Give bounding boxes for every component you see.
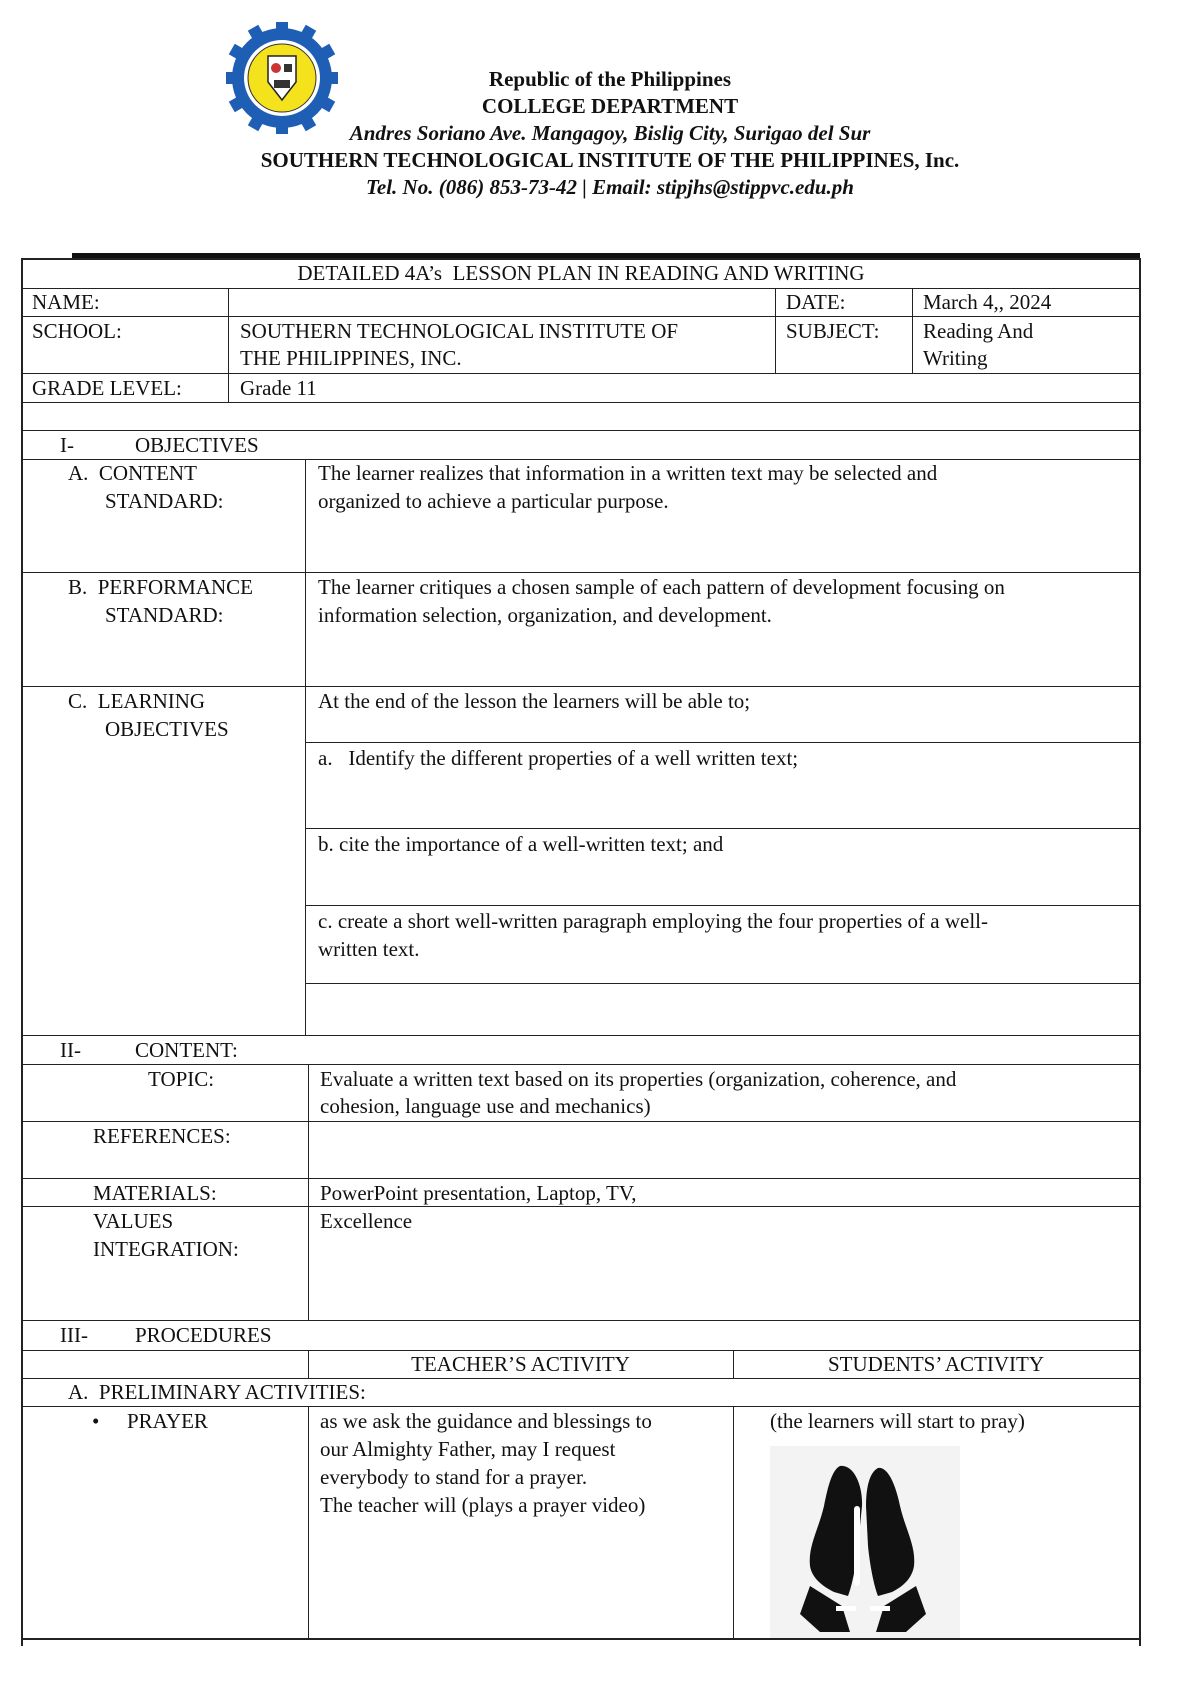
date-value: March 4,, 2024 bbox=[923, 290, 1052, 314]
school-value-line2: THE PHILIPPINES, INC. bbox=[240, 346, 462, 370]
teacher-prayer-line4: The teacher will (plays a prayer video) bbox=[320, 1493, 646, 1517]
references-label: REFERENCES: bbox=[93, 1124, 231, 1148]
teacher-prayer-line1: as we ask the guidance and blessings to bbox=[320, 1409, 652, 1433]
content-standard-label-1: A. CONTENT bbox=[68, 461, 197, 485]
header-department: COLLEGE DEPARTMENT bbox=[481, 94, 739, 118]
date-label: DATE: bbox=[786, 290, 846, 314]
header-school-name: SOUTHERN TECHNOLOGICAL INSTITUTE OF THE PHILIPPINES, Inc. bbox=[260, 148, 960, 172]
preliminary-activities-heading: A. PRELIMINARY ACTIVITIES: bbox=[68, 1380, 366, 1404]
subject-label: SUBJECT: bbox=[786, 319, 880, 343]
content-standard-label-2: STANDARD: bbox=[105, 489, 224, 513]
grade-value: Grade 11 bbox=[240, 376, 317, 400]
teacher-prayer-line2: our Almighty Father, may I request bbox=[320, 1437, 616, 1461]
content-number: II- bbox=[60, 1038, 81, 1062]
school-label: SCHOOL: bbox=[32, 319, 122, 343]
learning-objective-c-2: written text. bbox=[318, 937, 420, 961]
subject-value-line2: Writing bbox=[923, 346, 988, 370]
learning-objectives-label-2: OBJECTIVES bbox=[105, 717, 229, 741]
subject-value-line1: Reading And bbox=[923, 319, 1034, 343]
objectives-number: I- bbox=[60, 433, 74, 457]
topic-text-2: cohesion, language use and mechanics) bbox=[320, 1094, 651, 1118]
learning-objective-c-1: c. create a short well-written paragraph employing the four properties of a well- bbox=[318, 909, 988, 933]
learning-objectives-label-1: C. LEARNING bbox=[68, 689, 206, 713]
student-prayer-line1: (the learners will start to pray) bbox=[770, 1409, 1025, 1433]
student-activity-header: STUDENTS’ ACTIVITY bbox=[827, 1352, 1044, 1376]
prayer-bullet: • bbox=[92, 1409, 100, 1433]
praying-hands-icon bbox=[770, 1446, 960, 1638]
learning-objectives-intro: At the end of the lesson the learners will be able to; bbox=[318, 689, 751, 713]
plan-title: DETAILED 4A’s LESSON PLAN IN READING AND WRITING bbox=[297, 261, 865, 285]
values-label-2: INTEGRATION: bbox=[93, 1237, 239, 1261]
content-heading: CONTENT: bbox=[135, 1038, 238, 1062]
objectives-heading: OBJECTIVES bbox=[135, 433, 259, 457]
values-value: Excellence bbox=[320, 1209, 413, 1233]
school-value-line1: SOUTHERN TECHNOLOGICAL INSTITUTE OF bbox=[240, 319, 679, 343]
procedures-number: III- bbox=[60, 1323, 88, 1347]
learning-objective-b: b. cite the importance of a well-written text; and bbox=[318, 832, 724, 856]
topic-text-1: Evaluate a written text based on its properties (organization, coherence, and bbox=[320, 1067, 957, 1091]
values-label-1: VALUES bbox=[93, 1209, 174, 1233]
content-standard-text-1: The learner realizes that information in a written text may be selected and bbox=[318, 461, 938, 485]
content-standard-text-2: organized to achieve a particular purpose. bbox=[318, 489, 669, 513]
performance-standard-label-1: B. PERFORMANCE bbox=[68, 575, 253, 599]
header-contact: Tel. No. (086) 853-73-42 | Email: stipjhs@stippvc.edu.ph bbox=[366, 175, 854, 199]
performance-standard-text-2: information selection, organization, and development. bbox=[318, 603, 772, 627]
procedures-heading: PROCEDURES bbox=[135, 1323, 272, 1347]
materials-value: PowerPoint presentation, Laptop, TV, bbox=[320, 1181, 637, 1205]
materials-label: MATERIALS: bbox=[93, 1181, 217, 1205]
teacher-prayer-line3: everybody to stand for a prayer. bbox=[320, 1465, 588, 1489]
learning-objective-a: a. Identify the different properties of a well written text; bbox=[318, 746, 799, 770]
header-republic: Republic of the Philippines bbox=[488, 67, 732, 91]
letterhead bbox=[0, 0, 1200, 230]
grade-label: GRADE LEVEL: bbox=[32, 376, 182, 400]
performance-standard-text-1: The learner critiques a chosen sample of each pattern of development focusing on bbox=[318, 575, 1005, 599]
performance-standard-label-2: STANDARD: bbox=[105, 603, 224, 627]
name-label: NAME: bbox=[32, 290, 100, 314]
prayer-label: PRAYER bbox=[127, 1409, 208, 1433]
teacher-activity-header: TEACHER’S ACTIVITY bbox=[411, 1352, 630, 1376]
topic-label: TOPIC: bbox=[148, 1067, 215, 1091]
header-address: Andres Soriano Ave. Mangagoy, Bislig City, Surigao del Sur bbox=[349, 121, 871, 145]
